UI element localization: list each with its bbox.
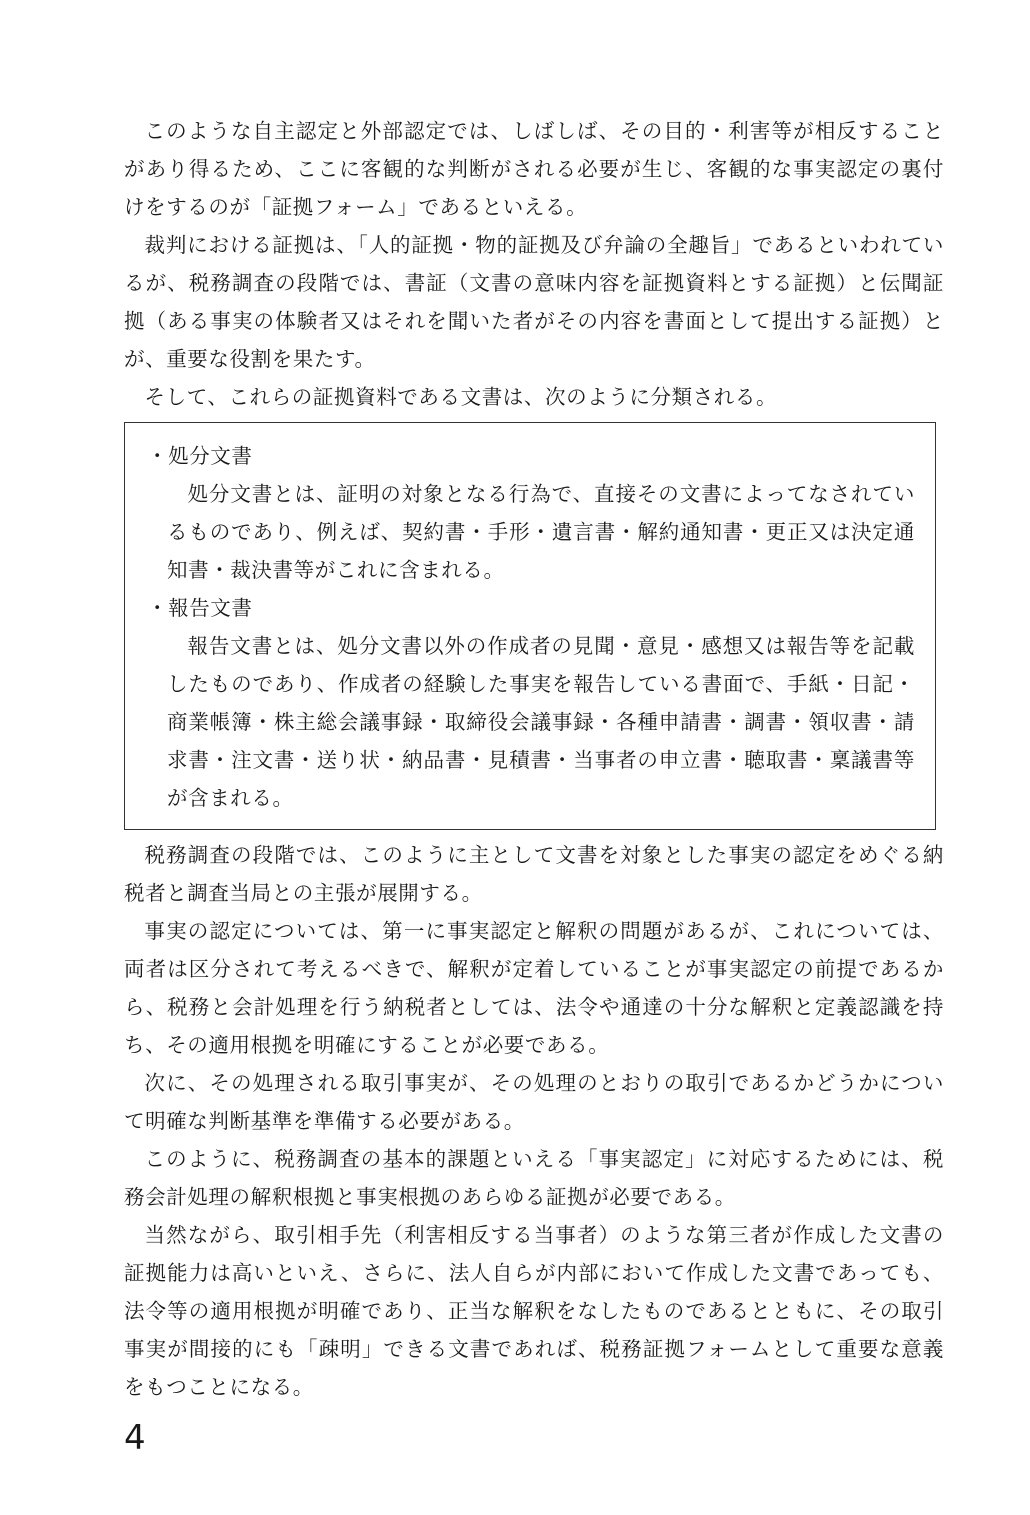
paragraph: 事実の認定については、第一に事実認定と解釈の問題があるが、これについては、両者は区分されて考えるべきで、解釈が定着していることが事実認定の前提であるから、税務と会計処理を行う納税者としては、法令や通達の十分な解釈と定義認識を持ち、その適用根拠を明確にすることが必要である。 bbox=[124, 919, 944, 1057]
document-classification-box bbox=[124, 422, 936, 830]
box-item-body: 報告文書とは、処分文書以外の作成者の見聞・意見・感想又は報告等を記載したものであり、作成者の経験した事実を報告している書面で、手紙・日記・商業帳簿・株主総会議事録・取締役会議事録・各種申請書・調書・領収書・請求書・注文書・送り状・納品書・見積書・当事者の申立書・聴取書・稟議書等が含まれる。 bbox=[167, 634, 915, 810]
page-number: 4 bbox=[124, 1418, 146, 1458]
box-item-body: 処分文書とは、証明の対象となる行為で、直接その文書によってなされているものであり、例えば、契約書・手形・遺言書・解約通知書・更正又は決定通知書・裁決書等がこれに含まれる。 bbox=[167, 482, 915, 582]
box-item-heading: ・報告文書 bbox=[147, 596, 253, 620]
paragraph: そして、これらの証拠資料である文書は、次のように分類される。 bbox=[144, 385, 778, 409]
box-item-heading: ・処分文書 bbox=[147, 444, 253, 468]
paragraph: このように、税務調査の基本的課題といえる「事実認定」に対応するためには、税務会計処理の解釈根拠と事実根拠のあらゆる証拠が必要である。 bbox=[124, 1147, 944, 1209]
paragraph: 次に、その処理される取引事実が、その処理のとおりの取引であるかどうかについて明確な判断基準を準備する必要がある。 bbox=[124, 1071, 944, 1133]
paragraph: 裁判における証拠は、「人的証拠・物的証拠及び弁論の全趣旨」であるといわれているが、税務調査の段階では、書証（文書の意味内容を証拠資料とする証拠）と伝聞証拠（ある事実の体験者又はそれを聞いた者がその内容を書面として提出する証拠）とが、重要な役割を果たす。 bbox=[124, 233, 944, 371]
document-body bbox=[124, 112, 944, 1406]
paragraph: 当然ながら、取引相手先（利害相反する当事者）のような第三者が作成した文書の証拠能力は高いといえ、さらに、法人自らが内部において作成した文書であっても、法令等の適用根拠が明確であり、正当な解釈をなしたものであるとともに、その取引事実が間接的にも「疎明」できる文書であれば、税務証拠フォームとして重要な意義をもつことになる。 bbox=[124, 1223, 944, 1399]
paragraph: 税務調査の段階では、このように主として文書を対象とした事実の認定をめぐる納税者と調査当局との主張が展開する。 bbox=[124, 843, 944, 905]
paragraph: このような自主認定と外部認定では、しばしば、その目的・利害等が相反することがあり得るため、ここに客観的な判断がされる必要が生じ、客観的な事実認定の裏付けをするのが「証拠フォーム」であるといえる。 bbox=[124, 119, 944, 219]
